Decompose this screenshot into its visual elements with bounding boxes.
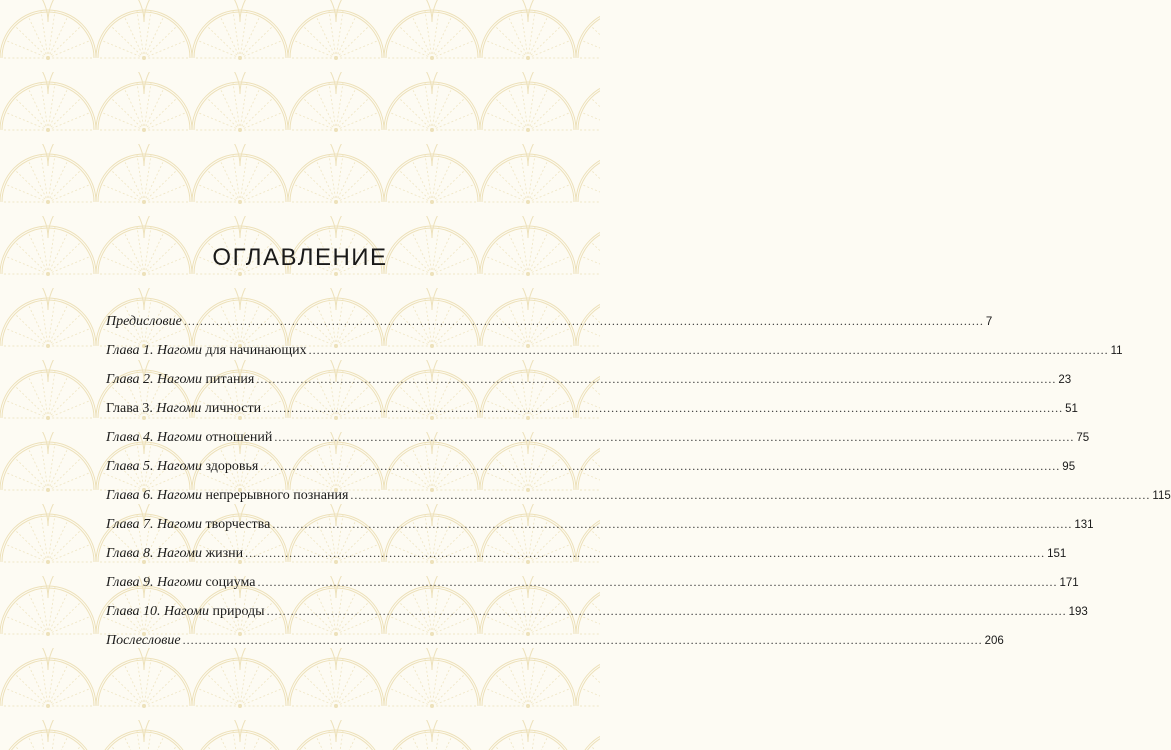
- toc-dot-leader: ........................................................................................................................................................................................................: [266, 604, 1067, 618]
- toc-dot-leader: ........................................................................................................................................................................................................: [182, 633, 983, 647]
- toc-entry-middle: Нагоми: [152, 401, 202, 416]
- toc-page-number: 23: [1058, 374, 1072, 386]
- toc-entry[interactable]: [106, 430, 1090, 450]
- toc-dot-leader: ........................................................................................................................................................................................................: [263, 401, 1064, 415]
- toc-entry-subject: творчества: [201, 517, 271, 532]
- toc-page-number: 193: [1068, 606, 1088, 618]
- toc-page-number: 75: [1076, 432, 1090, 444]
- toc-entry[interactable]: [106, 575, 1079, 595]
- toc-page-number: 171: [1059, 577, 1079, 589]
- toc-entry-subject: природы: [208, 604, 265, 619]
- toc-entry-subject: жизни: [201, 546, 244, 561]
- toc-entry[interactable]: [106, 459, 1076, 479]
- toc-page-number: 206: [984, 635, 1004, 647]
- toc-entry-title: [106, 604, 265, 620]
- toc-entry-title: [106, 633, 181, 649]
- toc-entry-title: [106, 372, 254, 388]
- toc-entry-prefix: Глава 10. Нагоми: [106, 604, 209, 619]
- toc-entry-prefix: Послесловие: [106, 633, 181, 648]
- toc-dot-leader: ........................................................................................................................................................................................................: [350, 488, 1151, 502]
- toc-dot-leader: ........................................................................................................................................................................................................: [245, 546, 1046, 560]
- toc-entry-title: [106, 488, 348, 504]
- toc-page-number: 7: [985, 316, 993, 328]
- toc-entry-subject: здоровья: [201, 459, 259, 474]
- toc-page-number: 51: [1065, 403, 1078, 415]
- toc-page-number: 115: [1152, 490, 1171, 502]
- toc-dot-leader: ........................................................................................................................................................................................................: [256, 372, 1057, 386]
- toc-entry-subject: отношений: [201, 430, 273, 445]
- toc-entry-prefix: Глава 3.: [106, 401, 153, 416]
- toc-entry[interactable]: [106, 546, 1067, 566]
- toc-page-number: 151: [1047, 548, 1067, 560]
- page-title: ОГЛАВЛЕНИЕ: [212, 244, 388, 271]
- toc-entry-title: [106, 459, 258, 475]
- toc-entry-prefix: Глава 4. Нагоми: [106, 430, 202, 445]
- toc-entry-subject: социума: [201, 575, 256, 590]
- toc-entry[interactable]: [106, 517, 1094, 537]
- toc-entry[interactable]: [106, 633, 1004, 653]
- toc-entry-prefix: Глава 9. Нагоми: [106, 575, 202, 590]
- toc-entry-subject: непрерывного познания: [201, 488, 349, 503]
- toc-entry-subject: питания: [201, 372, 255, 387]
- toc-dot-leader: ........................................................................................................................................................................................................: [257, 575, 1058, 589]
- toc-dot-leader: ........................................................................................................................................................................................................: [308, 343, 1109, 357]
- toc-entry[interactable]: [106, 401, 1078, 421]
- toc-entry[interactable]: [106, 314, 993, 334]
- toc-entry-title: [106, 430, 272, 446]
- toc-entry-subject: личности: [201, 401, 262, 416]
- toc-entry-title: [106, 314, 182, 330]
- toc-entry-prefix: Предисловие: [106, 314, 182, 329]
- toc-entry-prefix: Глава 2. Нагоми: [106, 372, 202, 387]
- toc-entry-prefix: Глава 8. Нагоми: [106, 546, 202, 561]
- toc-page-number: 11: [1110, 345, 1123, 357]
- toc-entry-title: [106, 401, 261, 417]
- toc-entry[interactable]: [106, 343, 1123, 363]
- toc-dot-leader: ........................................................................................................................................................................................................: [183, 314, 984, 328]
- toc-entry-title: [106, 517, 270, 533]
- toc-dot-leader: ........................................................................................................................................................................................................: [272, 517, 1073, 531]
- toc-entry-prefix: Глава 7. Нагоми: [106, 517, 202, 532]
- toc-entry[interactable]: [106, 488, 1171, 508]
- toc-entry-title: [106, 343, 307, 359]
- toc-entry-subject: для начинающих: [201, 343, 307, 358]
- toc-entry-prefix: Глава 1. Нагоми: [106, 343, 202, 358]
- toc-page-number: 131: [1074, 519, 1094, 531]
- toc-entry[interactable]: [106, 604, 1088, 624]
- toc-page-number: 95: [1062, 461, 1076, 473]
- toc-entry[interactable]: [106, 372, 1072, 392]
- toc-dot-leader: ........................................................................................................................................................................................................: [274, 430, 1075, 444]
- toc-entry-prefix: Глава 5. Нагоми: [106, 459, 202, 474]
- toc-dot-leader: ........................................................................................................................................................................................................: [260, 459, 1061, 473]
- toc-entry-title: [106, 575, 255, 591]
- toc-entry-title: [106, 546, 243, 562]
- toc-entry-prefix: Глава 6. Нагоми: [106, 488, 202, 503]
